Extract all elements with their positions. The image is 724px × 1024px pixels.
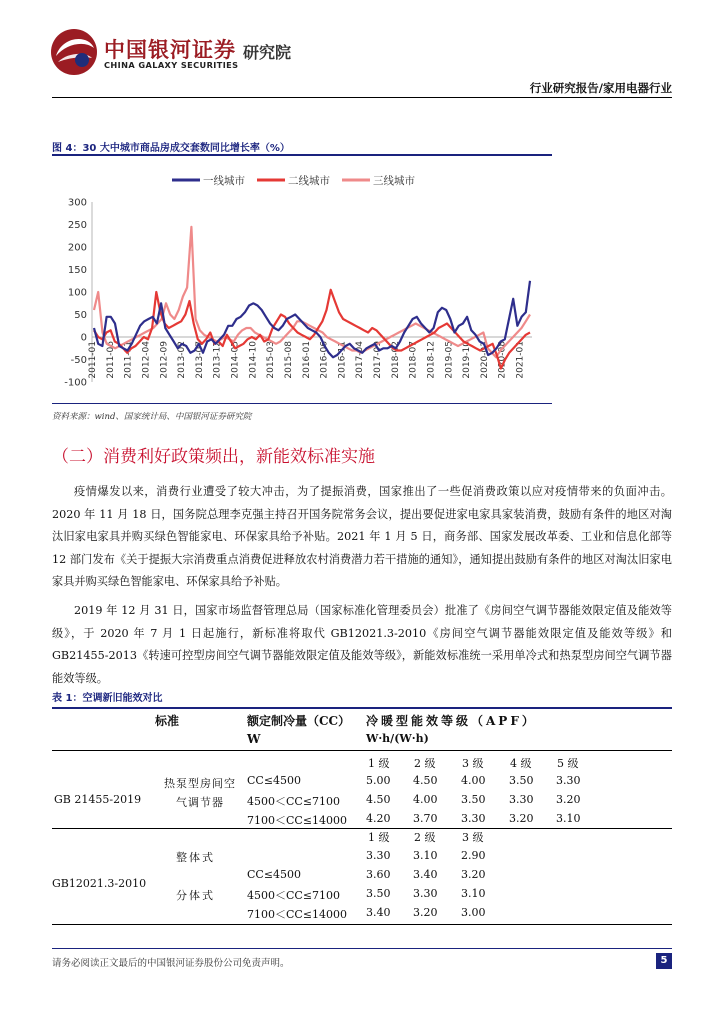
x-tick-label: 2016-01 bbox=[301, 341, 312, 379]
g1-grade-1: 1 级 bbox=[368, 757, 390, 770]
brand-logo bbox=[48, 26, 100, 78]
g2-r4-v3: 3.00 bbox=[461, 906, 486, 919]
x-tick-label: 2013-12 bbox=[212, 341, 223, 379]
logo-text-en: CHINA GALAXY SECURITIES bbox=[104, 60, 239, 70]
g2-r4-v1: 3.40 bbox=[366, 906, 391, 919]
g1-r1-v3: 4.00 bbox=[461, 774, 486, 787]
g1-r1-v4: 3.50 bbox=[509, 774, 534, 787]
x-tick-label: 2018-02 bbox=[390, 341, 401, 379]
chart-legend bbox=[172, 174, 415, 187]
table-title: 表 1：空调新旧能效对比 bbox=[52, 693, 163, 704]
y-tick-label: 250 bbox=[67, 220, 87, 231]
footer-rule bbox=[52, 948, 672, 949]
x-tick-label: 2018-12 bbox=[426, 341, 437, 379]
paragraph-1: 疫情爆发以来，消费行业遭受了较大冲击，为了提振消费，国家推出了一些促消费政策以应对疫情带来的负面冲击。2020 年 11 月 18 日，国务院总理李克强主持召开国务院常务会议，提出要促进家电家具家装消费，鼓励有条件的地区对淘汰旧家电家具并购买绿色智能家电、环保家具给予补贴。2021 年 1 月 5 日，商务部、国家发展改革委、工业和信息化部等 12 部门发布《关于提振大宗消费重点消费促进释放农村消费潜力若干措施的通知》，通知提出鼓励有条件的地区对淘汰旧家电家具并购买绿色智能家电、环保家具给予补贴。 bbox=[52, 485, 672, 588]
g2-r4-cc: 7100＜CC≤14000 bbox=[247, 908, 348, 921]
section-title: （二）消费利好政策频出，新能效标准实施 bbox=[52, 447, 375, 467]
g2-r2-v1: 3.60 bbox=[366, 868, 391, 881]
g1-r2-v3: 3.50 bbox=[461, 793, 486, 806]
line-chart bbox=[52, 160, 552, 400]
g2-r1-v2: 3.10 bbox=[413, 849, 438, 862]
g2-r4-v2: 3.20 bbox=[413, 906, 438, 919]
g1-r2-v4: 3.30 bbox=[509, 793, 534, 806]
y-tick-label: 200 bbox=[67, 242, 87, 254]
legend-label-2: 二线城市 bbox=[288, 175, 330, 187]
figure-title: 图 4：30 大中城市商品房成交套数同比增长率（%） bbox=[52, 143, 290, 154]
g2-r1-v1: 3.30 bbox=[366, 849, 391, 862]
g1-type: 热泵型房间空气调节器 bbox=[164, 777, 236, 809]
group-divider bbox=[52, 828, 672, 829]
x-tick-label: 2011-01 bbox=[88, 341, 98, 379]
table-top-rule bbox=[52, 707, 672, 709]
g2-r1-v3: 2.90 bbox=[461, 849, 486, 862]
footer-disclaimer: 请务必阅读正文最后的中国银河证券股份公司免责声明。 bbox=[52, 958, 290, 969]
x-tick-label: 2014-10 bbox=[248, 341, 259, 379]
x-tick-label: 2017-04 bbox=[355, 341, 366, 379]
g2-grade-1: 1 级 bbox=[368, 831, 390, 844]
g1-r2-v5: 3.20 bbox=[556, 793, 581, 806]
g1-r3-v5: 3.10 bbox=[556, 812, 581, 825]
y-tick-label: 0 bbox=[80, 332, 87, 344]
x-tick-label: 2020-03 bbox=[479, 341, 490, 379]
y-tick-label: 150 bbox=[67, 265, 87, 276]
g1-standard: GB 21455-2019 bbox=[54, 793, 142, 806]
x-tick-label: 2021-01 bbox=[515, 341, 526, 379]
legend-label-3: 三线城市 bbox=[373, 175, 415, 187]
g1-r3-v2: 3.70 bbox=[413, 812, 438, 825]
g2-r2-type: 分体式 bbox=[176, 889, 215, 902]
g2-r3-v3: 3.10 bbox=[461, 887, 486, 900]
x-tick-label: 2019-05 bbox=[444, 341, 455, 379]
g2-r3-cc: 4500＜CC≤7100 bbox=[247, 889, 341, 902]
y-tick-label: 100 bbox=[67, 287, 87, 299]
g1-r3-cc: 7100＜CC≤14000 bbox=[247, 814, 348, 827]
x-tick-label: 2012-04 bbox=[141, 341, 152, 379]
page-number: 5 bbox=[656, 953, 672, 969]
institute-label: 研究院 bbox=[243, 43, 292, 62]
x-tick-label: 2012-09 bbox=[159, 341, 170, 379]
figure-source: 资料来源：wind、国家统计局、中国银河证券研究院 bbox=[52, 412, 252, 422]
g2-standard: GB12021.3-2010 bbox=[52, 877, 147, 890]
header-rule bbox=[52, 97, 672, 98]
g1-r3-v3: 3.30 bbox=[461, 812, 486, 825]
g1-r2-cc: 4500＜CC≤7100 bbox=[247, 795, 341, 808]
g1-r2-v2: 4.00 bbox=[413, 793, 438, 806]
g1-grade-3: 3 级 bbox=[462, 757, 484, 770]
g1-grade-2: 2 级 bbox=[414, 757, 436, 770]
g2-r2-v3: 3.20 bbox=[461, 868, 486, 881]
g2-grade-3: 3 级 bbox=[462, 831, 484, 844]
x-tick-label: 2018-07 bbox=[408, 341, 419, 379]
x-tick-label: 2019-10 bbox=[462, 341, 473, 379]
x-tick-label: 2016-06 bbox=[319, 341, 330, 379]
y-tick-label: 50 bbox=[74, 310, 87, 321]
x-tick-label: 2016-11 bbox=[337, 341, 348, 379]
logo-text-cn: 中国银河证券 bbox=[104, 38, 236, 62]
g2-grade-2: 2 级 bbox=[414, 831, 436, 844]
report-type: 行业研究报告/家用电器行业 bbox=[529, 81, 672, 95]
x-tick-label: 2015-03 bbox=[266, 341, 277, 379]
g2-r3-v2: 3.30 bbox=[413, 887, 438, 900]
x-tick-label: 2011-11 bbox=[123, 341, 134, 379]
x-tick-label: 2017-09 bbox=[373, 341, 384, 379]
x-tick-label: 2013-02 bbox=[177, 341, 188, 379]
y-tick-label: -100 bbox=[64, 377, 87, 389]
x-tick-label: 2015-08 bbox=[283, 341, 294, 379]
g1-r3-v4: 3.20 bbox=[509, 812, 534, 825]
header-rule bbox=[52, 750, 672, 751]
x-tick-label: 2014-05 bbox=[230, 341, 241, 379]
header-cc: 额定制冷量（CC） bbox=[247, 714, 351, 728]
g2-r3-v1: 3.50 bbox=[366, 887, 391, 900]
header-apf-unit: W·h/(W·h) bbox=[366, 732, 429, 745]
header-cc-unit: W bbox=[247, 732, 261, 746]
g1-grade-4: 4 级 bbox=[510, 757, 532, 770]
g1-grade-5: 5 级 bbox=[557, 757, 579, 770]
g2-r1-type: 整体式 bbox=[176, 851, 215, 864]
figure-top-rule bbox=[52, 154, 552, 156]
header-apf: 冷暖型能效等级（APF） bbox=[366, 714, 537, 728]
g1-r1-v2: 4.50 bbox=[413, 774, 438, 787]
x-tick-label: 2013-07 bbox=[194, 341, 205, 379]
g1-r1-v5: 3.30 bbox=[556, 774, 581, 787]
y-tick-label: -50 bbox=[70, 355, 87, 366]
header-standard: 标准 bbox=[155, 714, 180, 728]
g1-r2-v1: 4.50 bbox=[366, 793, 391, 806]
legend-label-1: 一线城市 bbox=[203, 175, 245, 187]
x-tick-label: 2011-06 bbox=[105, 341, 116, 379]
y-tick-label: 300 bbox=[67, 197, 87, 209]
table-bottom-rule bbox=[52, 924, 672, 925]
galaxy-logo-icon bbox=[48, 26, 100, 78]
g2-r2-cc: CC≤4500 bbox=[247, 868, 302, 881]
g1-r3-v1: 4.20 bbox=[366, 812, 391, 825]
g1-r1-v1: 5.00 bbox=[366, 774, 391, 787]
figure-bottom-rule bbox=[52, 403, 552, 404]
g2-r2-v2: 3.40 bbox=[413, 868, 438, 881]
x-tick-label: 2020-08 bbox=[497, 341, 508, 379]
paragraph-2: 2019 年 12 月 31 日，国家市场监督管理总局（国家标准化管理委员会）批准了《房间空气调节器能效限定值及能效等级》，于 2020 年 7 月 1 日起施行，新标准将取代 GB12021.3-2010《房间空气调节器能效限定值及能效等级》和 GB21455-2013《转速可控型房间空气调节器能效限定值及能效等级》，新能效标准统一采用单冷式和热泵型房间空气调节器能效等级。 bbox=[52, 604, 672, 685]
g1-r1-cc: CC≤4500 bbox=[247, 774, 302, 787]
